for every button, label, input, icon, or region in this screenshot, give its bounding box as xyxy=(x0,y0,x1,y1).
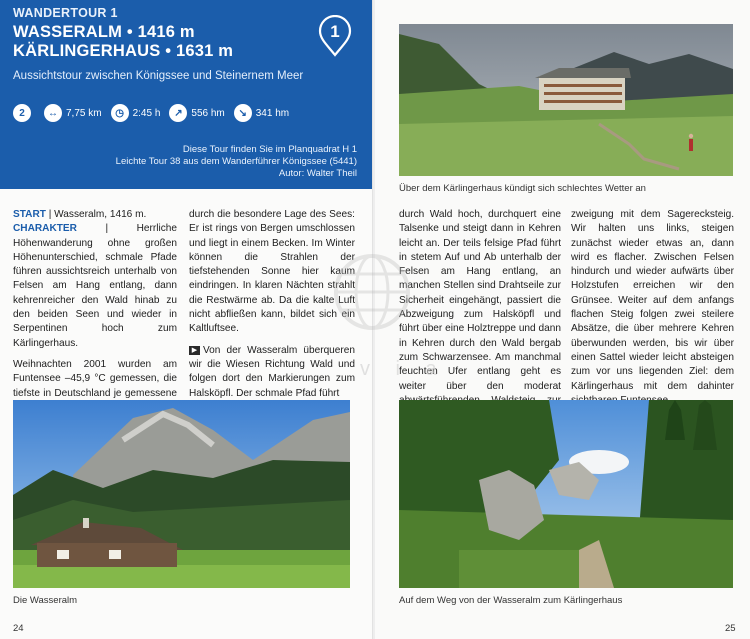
tour-title-start: WASSERALM • 1416 m xyxy=(13,23,195,41)
kaerlingerhaus-photo xyxy=(399,24,733,176)
ascent-value: 556 hm xyxy=(191,107,225,119)
clock-icon: ◷ xyxy=(111,104,129,122)
charakter-label: CHARAKTER xyxy=(13,223,77,235)
wasseralm-caption: Die Wasseralm xyxy=(13,595,78,606)
tour-header xyxy=(0,0,373,189)
left-page xyxy=(0,0,373,639)
forest-trail-caption: Auf dem Weg von der Wasseralm zum Kärlingerhaus xyxy=(399,595,623,606)
map-grid-info: Diese Tour finden Sie im Planquadrat H 1 xyxy=(182,144,357,155)
forest-trail-photo xyxy=(399,400,733,588)
tour-stats xyxy=(13,104,298,122)
route-paragraph xyxy=(189,344,355,401)
page-number-right: 25 xyxy=(725,623,736,634)
globe-watermark-icon xyxy=(332,252,412,332)
guidebook-info: Leichte Tour 38 aus dem Wanderführer Königssee (5441) xyxy=(115,156,357,167)
right-text-column-2: zweigung mit dem Sagerecksteig. Wir halten uns links, steigen zunächst wieder etwas an, dann wird es flacher. Zwischen Felsen hindurch und wieder aufwärts über Holzstufen erreichen wir den Grünsee. Weiter auf dem anfangs flachen Steig folgen zwei steilere Absätze, die über mehrere Kehren überwunden werden, bis wir über einen Sattel wieder leicht absteigen zum vor uns liegenden Ziel: dem Kärlingerhaus mit dem dahinter xyxy=(571,209,734,392)
start-paragraph xyxy=(13,208,177,351)
wasseralm-photo xyxy=(13,400,350,588)
descent-value: 341 hm xyxy=(255,107,290,119)
duration-value: 2:45 h xyxy=(132,107,161,119)
left-text-column-2 xyxy=(189,208,355,408)
distance-icon: ↔ xyxy=(44,104,62,122)
ascent-icon: ↗ xyxy=(169,104,187,122)
tour-kicker: WANDERTOUR 1 xyxy=(13,6,118,20)
temperature-paragraph: Weihnachten 2001 wurden am Funtensee –45,9 °C gemessen, die tiefste in Deutschland je gemessene xyxy=(13,358,177,399)
page-number-left: 24 xyxy=(13,623,24,634)
watermark-text: v i a xyxy=(360,358,447,380)
start-label: START xyxy=(13,209,46,220)
tour-subtitle: Aussichtstour zwischen Königssee und Steinernem Meer xyxy=(13,70,304,82)
author-info: Autor: Walter Theil xyxy=(278,168,357,179)
route-text: Von der Wasseralm überqueren wir die Wiesen Richtung Wald und folgen dort den Markierungen zum Halsköpfl. Der schmale Pfad führt xyxy=(189,344,355,399)
route-start-icon: ▶ xyxy=(189,346,200,355)
lake-paragraph: durch die besondere Lage des Sees: Er ist rings von Bergen umschlossen und liegt in einem Becken. Im Winter können die Strahlen der tiefstehenden Sonne hier kaum eindringen. In klaren Nächten strahlt die Restwärme ab. Da die kalte Luft nicht abfließen kann, bildet sich ein Kaltluftsee. xyxy=(189,209,355,335)
right-text-column-1: durch Wald hoch, durchquert eine Talsenke und steigt dann in Kehren leicht an. Der teils felsige Pfad führt in stetem Auf und Ab unterhalb der Felsen am Hang entlang, an manchen Stellen sind Drahtseile zur Sicherheit eingehängt, passiert die Abzweigung zum Halsköpfl und führt über eine Holztreppe und dann in Kehren durch den Wald bergab zum Schwarzensee. Am manchmal feuchten Ufer entlang geht es weiter über den moderat xyxy=(399,209,561,392)
descent-icon: ↘ xyxy=(234,104,252,122)
start-text: | Wasseralm, 1416 m. xyxy=(45,209,147,220)
tour-number-badge-icon xyxy=(318,15,352,57)
tour-number: 1 xyxy=(330,22,340,41)
tour-title-destination: KÄRLINGERHAUS • 1631 m xyxy=(13,42,234,60)
kaerlingerhaus-caption: Über dem Kärlingerhaus kündigt sich schlechtes Wetter an xyxy=(399,183,646,194)
distance-value: 7,75 km xyxy=(66,107,102,119)
charakter-text: | Herrliche Höhenwanderung ohne großen Höhenunterschied, schmale Pfade führen aussichtsreich unterhalb von Felsen am Hang entlang, dann kehrenreicher den Wald hinab zu den beiden Seen und wieder in Serpentinen hoch zum Kärlingerhaus. xyxy=(13,223,177,349)
difficulty-icon: 2 xyxy=(13,104,31,122)
right-page xyxy=(375,0,750,639)
